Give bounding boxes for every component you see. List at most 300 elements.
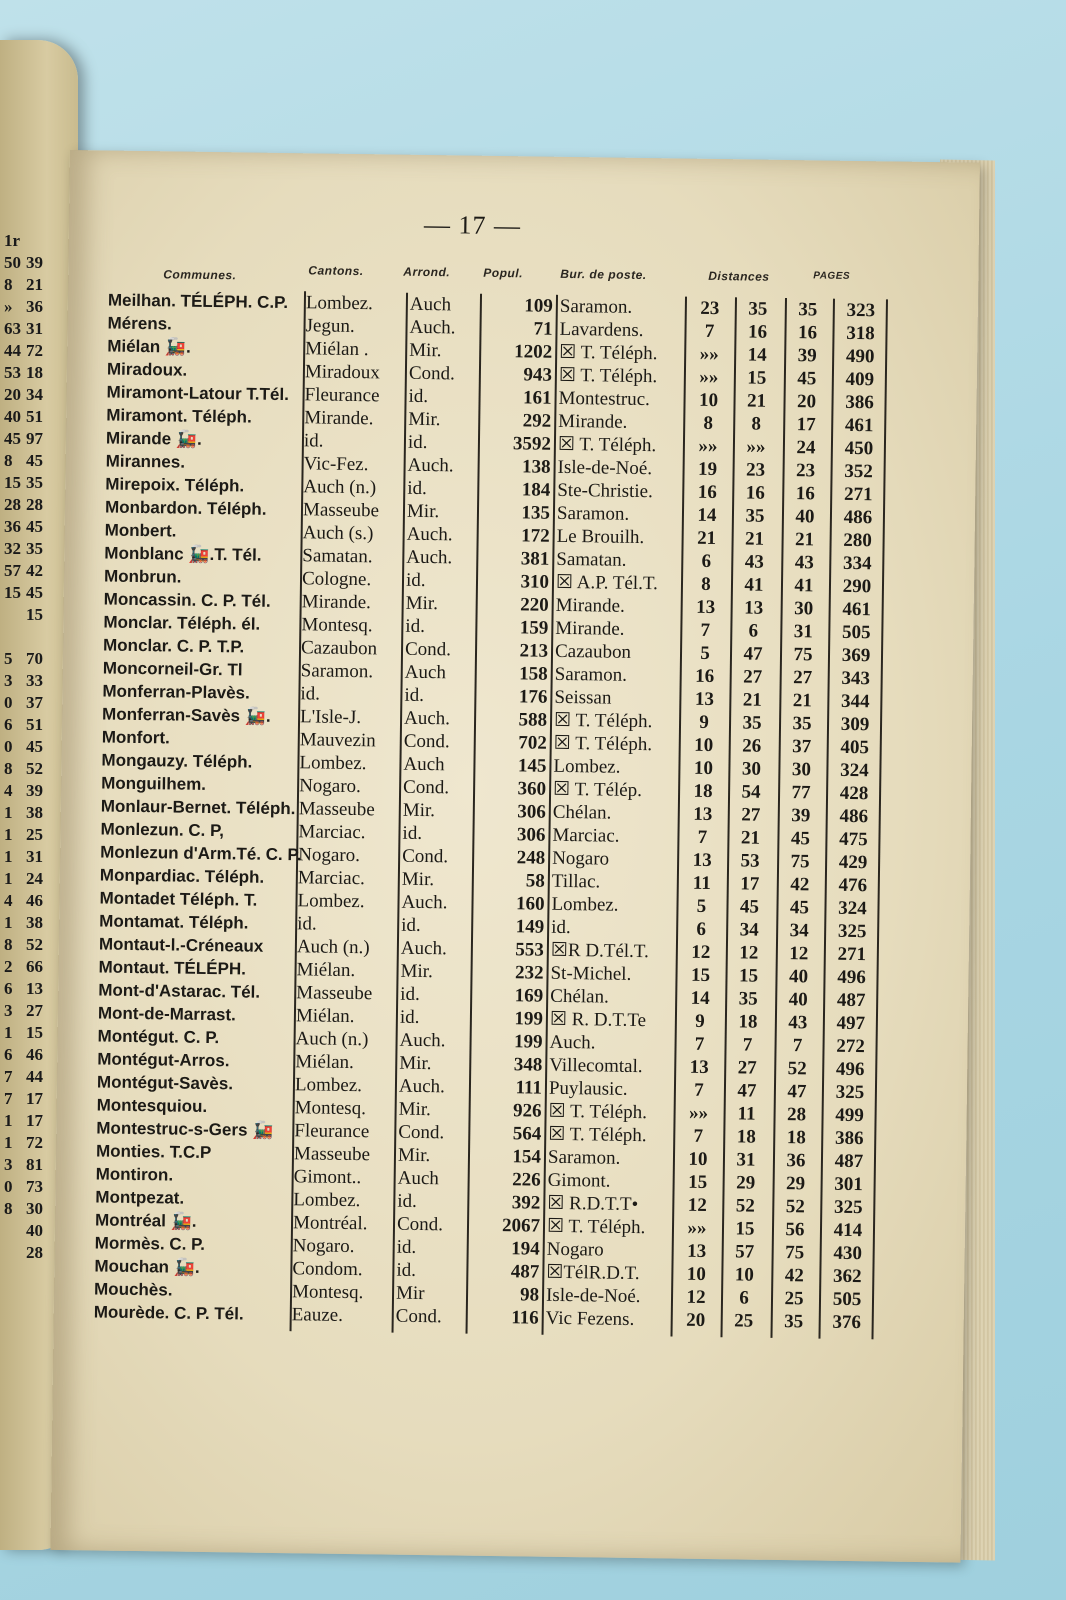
canton-cell: Nogaro.	[292, 1235, 355, 1258]
distance-arrond-cell: 54	[741, 781, 761, 803]
distance-canton-cell: 15	[688, 1171, 708, 1193]
commune-cell: Montestruc-s-Gers 🚂	[96, 1118, 274, 1140]
arrond-cell: Mir.	[406, 500, 440, 523]
left-page-value: 73	[26, 1177, 43, 1196]
distance-arrond-cell: 15	[735, 1218, 755, 1240]
left-page-value: 3	[4, 1155, 13, 1174]
left-page-value: 81	[26, 1155, 43, 1174]
distance-prefecture-cell: 17	[796, 414, 816, 436]
commune-cell: Monbert.	[104, 520, 177, 541]
distance-canton-cell: »»	[698, 435, 718, 458]
commune-cell: Monlaur-Bernet. Téléph.	[100, 796, 296, 819]
page-cell: 324	[840, 759, 869, 782]
page-cell: 476	[838, 874, 868, 897]
page-cell: 450	[844, 437, 874, 460]
population-cell: 2067	[501, 1215, 541, 1237]
left-page-value: 1	[4, 913, 13, 932]
post-office-cell: Saramon.	[556, 502, 630, 525]
distance-prefecture-cell: 20	[796, 391, 817, 413]
distance-arrond-cell: 10	[734, 1264, 755, 1286]
population-cell: 248	[516, 847, 546, 869]
arrond-cell: id.	[405, 615, 426, 638]
distance-canton-cell: 8	[703, 412, 714, 435]
left-page-value	[4, 626, 21, 648]
distance-prefecture-cell: 47	[787, 1081, 807, 1103]
population-cell: 306	[517, 801, 546, 823]
left-page-value: »	[4, 297, 13, 316]
left-page-value: 46	[26, 1045, 43, 1064]
population-cell: 161	[522, 387, 552, 409]
distance-canton-cell: 12	[691, 941, 711, 964]
canton-cell: Montréal.	[292, 1212, 368, 1235]
commune-cell: Mont-d'Astarac. Tél.	[98, 980, 261, 1002]
canton-cell: Auch (s.)	[302, 522, 374, 545]
population-cell: 145	[517, 755, 547, 777]
left-page-value: 45	[26, 517, 43, 536]
distance-arrond-cell: 18	[738, 1011, 758, 1033]
distance-canton-cell: 15	[690, 964, 711, 987]
distance-prefecture-cell: 16	[795, 483, 815, 505]
page-cell: 409	[845, 368, 875, 391]
distance-canton-cell: 12	[686, 1286, 706, 1308]
post-office-cell: ☒ A.P. Tél.T.	[555, 571, 658, 595]
arrond-cell: Auch.	[403, 707, 451, 730]
canton-cell: Miélan .	[305, 338, 369, 361]
population-cell: 232	[514, 962, 544, 984]
left-page-value: 25	[26, 825, 43, 844]
distance-canton-cell: 10	[694, 734, 714, 757]
page-cell: 352	[844, 460, 873, 483]
commune-cell: Monbardon. Téléph.	[104, 497, 267, 519]
distance-canton-cell: 6	[701, 550, 712, 572]
population-cell: 564	[512, 1123, 542, 1145]
post-office-cell: ☒R D.Tél.T.	[550, 939, 649, 963]
post-office-cell: Auch.	[549, 1031, 596, 1054]
population-cell: 220	[520, 594, 549, 616]
page-cell: 271	[837, 943, 867, 966]
distance-prefecture-cell: 36	[786, 1150, 806, 1172]
left-page-value: 40	[26, 1221, 43, 1240]
left-page-value: 52	[26, 935, 43, 954]
arrond-cell: Mir.	[408, 408, 441, 431]
distance-canton-cell: 9	[694, 1010, 705, 1032]
arrond-cell: Mir.	[409, 339, 442, 362]
left-page-value: 1r	[4, 231, 21, 250]
distance-arrond-cell: 21	[746, 390, 767, 412]
population-cell: 71	[533, 318, 553, 340]
population-cell: 160	[515, 893, 545, 915]
distance-arrond-cell: 35	[745, 505, 765, 527]
distance-canton-cell: 21	[696, 527, 717, 550]
left-page-value: 1	[4, 825, 13, 844]
arrond-cell: id.	[407, 477, 427, 500]
population-cell: 199	[514, 1008, 544, 1030]
canton-cell: id.	[297, 913, 317, 935]
left-page-column-2	[26, 230, 43, 1264]
distance-prefecture-cell: 45	[790, 828, 811, 850]
left-page-value: 20	[4, 385, 21, 404]
commune-cell: Mouchan 🚂.	[94, 1256, 200, 1277]
population-cell: 702	[518, 732, 547, 754]
arrond-cell: Cond.	[398, 1121, 445, 1144]
commune-cell: Monties. T.C.P	[95, 1141, 212, 1163]
left-page-value: 24	[26, 869, 43, 888]
canton-cell: Masseube	[296, 982, 373, 1005]
header-cantons: Cantons.	[308, 263, 364, 279]
left-page-value: 6	[4, 979, 13, 998]
distance-prefecture-cell: 43	[794, 552, 814, 574]
post-office-cell: Puylausic.	[548, 1077, 628, 1100]
distance-arrond-cell: 43	[744, 551, 764, 573]
book-page	[50, 150, 979, 1563]
left-page-value: 28	[26, 495, 43, 514]
distance-canton-cell: 10	[698, 389, 719, 412]
distance-arrond-cell: 27	[737, 1057, 757, 1079]
distance-canton-cell: 13	[694, 688, 715, 711]
distance-arrond-cell: 57	[735, 1241, 755, 1263]
left-page-value: 3	[4, 671, 13, 690]
population-cell: 553	[515, 939, 545, 961]
arrond-cell: Auch	[397, 1167, 439, 1190]
canton-cell: Lombez.	[305, 292, 374, 315]
page-cell: 362	[832, 1265, 862, 1288]
left-page-value: 15	[4, 583, 21, 602]
distance-canton-cell: »»	[688, 1102, 709, 1125]
distance-arrond-cell: 41	[744, 574, 764, 596]
commune-cell: Montamat. Téléph.	[99, 911, 249, 933]
arrond-cell: Auch.	[406, 523, 453, 546]
commune-cell: Montégut-Savès.	[96, 1072, 234, 1094]
page-cell: 487	[836, 989, 866, 1012]
distance-canton-cell: 14	[697, 504, 717, 527]
left-page-value: 36	[26, 297, 43, 316]
commune-cell: Montégut. C. P.	[97, 1026, 220, 1048]
left-page-value: 35	[26, 539, 43, 558]
page-cell: 505	[832, 1288, 862, 1311]
header-communes: Communes.	[163, 267, 237, 283]
distance-arrond-cell: 27	[743, 666, 763, 688]
population-cell: 176	[518, 686, 548, 708]
distance-arrond-cell: 34	[739, 919, 759, 941]
post-office-cell: ☒ R.D.T.T•	[547, 1192, 639, 1216]
distance-prefecture-cell: 21	[792, 690, 813, 712]
header-popul: Popul.	[483, 265, 524, 281]
page-cell: 496	[835, 1058, 865, 1081]
arrond-cell: id.	[402, 822, 423, 844]
left-page-value: 17	[26, 1089, 43, 1108]
population-cell: 135	[521, 502, 551, 524]
distance-prefecture-cell: 35	[792, 713, 812, 735]
distance-canton-cell: 16	[697, 481, 717, 504]
arrond-cell: Auch.	[407, 454, 454, 477]
page-cell: 386	[834, 1127, 864, 1150]
left-page-value: 45	[4, 429, 21, 448]
distance-canton-cell: 13	[693, 803, 713, 826]
left-page-value: 4	[4, 891, 13, 910]
distance-canton-cell: 20	[686, 1309, 706, 1331]
post-office-cell: ☒ T. Téléph.	[557, 433, 657, 457]
distance-prefecture-cell: 37	[792, 736, 812, 758]
canton-cell: Fleurance	[294, 1120, 370, 1143]
distance-prefecture-cell: 52	[787, 1058, 807, 1080]
arrond-cell: id.	[397, 1190, 418, 1212]
distance-arrond-cell: 23	[745, 459, 766, 481]
left-page-value: 8	[4, 759, 13, 778]
population-cell: 360	[517, 778, 547, 800]
page-number: — 17 —	[423, 209, 522, 241]
commune-cell: Mirannes.	[105, 451, 186, 472]
population-cell: 392	[511, 1192, 541, 1214]
page-cell: 461	[844, 414, 874, 437]
distance-prefecture-cell: 40	[788, 966, 809, 988]
left-page-value: 50	[4, 253, 21, 272]
left-page-value: 30	[26, 1199, 43, 1218]
distance-canton-cell: 10	[693, 757, 714, 780]
left-page-value: 35	[26, 473, 43, 492]
commune-cell: Montaut-l.-Créneaux	[98, 934, 264, 956]
canton-cell: L'Isle-J.	[299, 706, 362, 729]
distance-prefecture-cell: 24	[796, 437, 816, 459]
arrond-cell: id.	[407, 431, 428, 454]
canton-cell: Mirande.	[301, 591, 371, 614]
arrond-cell: Cond.	[395, 1305, 442, 1328]
post-office-cell: Lavardens.	[559, 318, 644, 342]
distance-prefecture-cell: 35	[784, 1311, 804, 1333]
left-page-value: 6	[4, 1045, 13, 1064]
distance-canton-cell: 11	[692, 872, 711, 895]
distance-arrond-cell: 16	[747, 321, 768, 343]
distance-prefecture-cell: 75	[785, 1242, 805, 1264]
arrond-cell: Cond.	[402, 776, 450, 799]
left-page-value: 15	[4, 473, 21, 492]
population-cell: 199	[513, 1031, 543, 1053]
commune-cell: Monlezun d'Arm.Té. C. P.	[100, 842, 302, 865]
distance-prefecture-cell: 34	[789, 920, 809, 942]
arrond-cell: Mir	[395, 1282, 425, 1305]
distance-canton-cell: 19	[697, 458, 718, 481]
arrond-cell: Auch.	[401, 891, 448, 914]
distance-canton-cell: 13	[696, 596, 716, 619]
post-office-cell: Villecomtal.	[549, 1054, 643, 1078]
arrond-cell: Mir.	[405, 592, 439, 615]
arrond-cell: Cond.	[403, 730, 450, 753]
distance-arrond-cell: 35	[738, 988, 758, 1010]
commune-cell: Monguilhem.	[101, 773, 207, 794]
distance-canton-cell: 8	[701, 573, 711, 595]
canton-cell: Montesq.	[294, 1097, 367, 1120]
distance-canton-cell: 10	[688, 1148, 708, 1170]
arrond-cell: Auch	[403, 753, 445, 776]
distance-arrond-cell: 15	[738, 965, 759, 987]
distance-prefecture-cell: 45	[789, 897, 810, 919]
post-office-cell: Lombez.	[553, 755, 621, 778]
canton-cell: Mirande.	[304, 407, 374, 430]
page-cell: 405	[840, 736, 870, 759]
distance-canton-cell: »»	[699, 366, 719, 389]
arrond-cell: Cond.	[402, 845, 449, 868]
distance-arrond-cell: 8	[751, 413, 762, 435]
distance-prefecture-cell: 45	[797, 368, 817, 390]
canton-cell: Mauvezin	[299, 729, 376, 752]
distance-prefecture-cell: 41	[794, 575, 814, 597]
distance-canton-cell: 12	[687, 1194, 707, 1216]
post-office-cell: ☒ T. Téléph.	[546, 1215, 646, 1239]
left-page-value: 21	[26, 275, 43, 294]
post-office-cell: ☒ T. Téléph.	[553, 709, 653, 733]
commune-cell: Montiron.	[95, 1164, 174, 1185]
arrond-cell: Mir.	[400, 960, 433, 983]
distance-arrond-cell: 30	[741, 758, 762, 780]
post-office-cell: Samatan.	[556, 548, 627, 571]
canton-cell: Saramon.	[300, 660, 374, 683]
distance-prefecture-cell: 39	[791, 805, 811, 827]
population-cell: 3592	[512, 433, 552, 455]
canton-cell: Masseube	[302, 499, 380, 522]
commune-cell: Monferran-Savès 🚂.	[101, 704, 271, 726]
page-cell: 414	[833, 1219, 863, 1242]
distance-arrond-cell: 31	[736, 1149, 756, 1171]
commune-cell: Mourède. C. P. Tél.	[93, 1302, 244, 1324]
page-cell: 369	[841, 644, 871, 667]
arrond-cell: Auch	[409, 293, 452, 316]
left-page-value: 27	[26, 1001, 43, 1020]
page-cell: 272	[836, 1035, 865, 1058]
distance-prefecture-cell: 30	[791, 759, 812, 781]
post-office-cell: id.	[551, 916, 571, 939]
arrond-cell: id.	[399, 1006, 420, 1028]
page-cell: 430	[833, 1242, 863, 1265]
page-cell: 376	[832, 1311, 862, 1334]
canton-cell: Lombez.	[299, 752, 367, 775]
commune-cell: Mouchès.	[93, 1279, 173, 1300]
commune-cell: Mirande 🚂.	[105, 428, 202, 449]
distance-canton-cell: »»	[699, 343, 719, 366]
left-page-value: 4	[4, 781, 13, 800]
canton-cell: id.	[300, 683, 321, 705]
arrond-cell: Mir.	[398, 1098, 431, 1121]
distance-canton-cell: 7	[693, 1125, 704, 1147]
distance-arrond-cell: 47	[743, 643, 763, 665]
distance-arrond-cell: 25	[734, 1310, 754, 1332]
left-page-value	[26, 626, 43, 648]
left-page-value: 28	[4, 495, 21, 514]
canton-cell: Fleurance	[304, 384, 380, 407]
arrond-cell: id.	[396, 1236, 417, 1258]
left-page-value: 32	[4, 539, 21, 558]
population-cell: 169	[514, 985, 544, 1007]
distance-prefecture-cell: 77	[791, 782, 811, 804]
arrond-cell: Mir.	[402, 799, 436, 822]
post-office-cell: Mirande.	[555, 594, 625, 617]
canton-cell: Cologne.	[301, 568, 372, 591]
population-cell: 116	[511, 1307, 539, 1329]
distance-arrond-cell: 21	[742, 689, 763, 711]
left-page-column-1	[4, 230, 21, 1220]
distance-prefecture-cell: 35	[798, 299, 818, 321]
distance-arrond-cell: 15	[747, 367, 767, 389]
population-cell: 292	[522, 410, 552, 432]
arrond-cell: Mir.	[399, 1052, 432, 1075]
left-page-value: 15	[26, 605, 43, 624]
left-page-value: 44	[26, 1067, 43, 1086]
left-page-value: 45	[26, 583, 43, 602]
left-page-value: 38	[26, 803, 43, 822]
table-header	[68, 260, 968, 293]
distance-canton-cell: 16	[695, 665, 715, 688]
distance-prefecture-cell: 28	[786, 1104, 807, 1126]
left-page-value: 53	[4, 363, 21, 382]
left-page-value	[26, 230, 43, 252]
page-cell: 323	[846, 299, 876, 322]
arrond-cell: id.	[396, 1259, 417, 1281]
distance-arrond-cell: 45	[739, 896, 760, 918]
page-cell: 324	[838, 897, 867, 920]
population-cell: 98	[519, 1284, 540, 1306]
population-cell: 58	[525, 870, 545, 892]
commune-cell: Monferran-Plavès.	[102, 681, 250, 703]
distance-canton-cell: 10	[686, 1263, 707, 1285]
post-office-cell: Vic Fezens.	[545, 1307, 635, 1330]
left-page-value: 2	[4, 957, 13, 976]
page-cell: 271	[843, 483, 873, 506]
distance-arrond-cell: 12	[739, 942, 759, 964]
left-page-value: 36	[4, 517, 21, 536]
post-office-cell: St-Michel.	[550, 962, 632, 985]
canton-cell: Miélan.	[295, 1051, 355, 1074]
left-page-value: 1	[4, 847, 13, 866]
distance-canton-cell: 5	[696, 895, 707, 917]
arrond-cell: Cond.	[404, 638, 452, 661]
distance-canton-cell: 7	[694, 1079, 704, 1101]
distance-canton-cell: 13	[692, 849, 712, 872]
arrond-cell: Mir.	[397, 1144, 431, 1167]
canton-cell: id.	[303, 430, 324, 452]
left-page-value: 97	[26, 429, 43, 448]
distance-arrond-cell: 52	[735, 1195, 755, 1217]
page-cell: 490	[845, 345, 875, 368]
left-page-value: 18	[26, 363, 43, 382]
canton-cell: Nogaro.	[298, 844, 361, 867]
population-cell: 348	[513, 1054, 543, 1076]
arrond-cell: Auch.	[406, 546, 453, 569]
arrond-cell: Auch.	[409, 316, 456, 339]
left-page-value: 31	[26, 847, 43, 866]
distance-prefecture-cell: 75	[790, 851, 810, 873]
population-cell: 154	[512, 1146, 542, 1168]
commune-cell: Moncassin. C. P. Tél.	[103, 589, 271, 611]
left-page-value: 45	[26, 451, 43, 470]
page-cell: 486	[843, 506, 873, 529]
left-page-value: 66	[26, 957, 43, 976]
left-page-value: 39	[26, 253, 43, 272]
post-office-cell: Tillac.	[551, 870, 601, 893]
arrond-cell: Auch	[404, 661, 447, 684]
page-cell: 386	[845, 391, 874, 414]
post-office-cell: Nogaro	[546, 1238, 604, 1261]
page-cell: 344	[840, 690, 870, 713]
arrond-cell: id.	[404, 684, 425, 706]
canton-cell: Masseube	[293, 1143, 371, 1166]
distance-prefecture-cell: 42	[790, 874, 810, 896]
distance-canton-cell: 7	[697, 826, 708, 848]
left-page-value: 39	[26, 781, 43, 800]
post-office-cell: Chélan.	[550, 985, 609, 1008]
commune-cell: Monlezun. C. P,	[100, 819, 225, 841]
post-office-cell: ☒ T. Téléph.	[553, 732, 653, 756]
post-office-cell: ☒ T. Téléph.	[548, 1123, 647, 1147]
population-cell: 138	[521, 456, 551, 478]
distance-arrond-cell: 47	[737, 1080, 757, 1102]
